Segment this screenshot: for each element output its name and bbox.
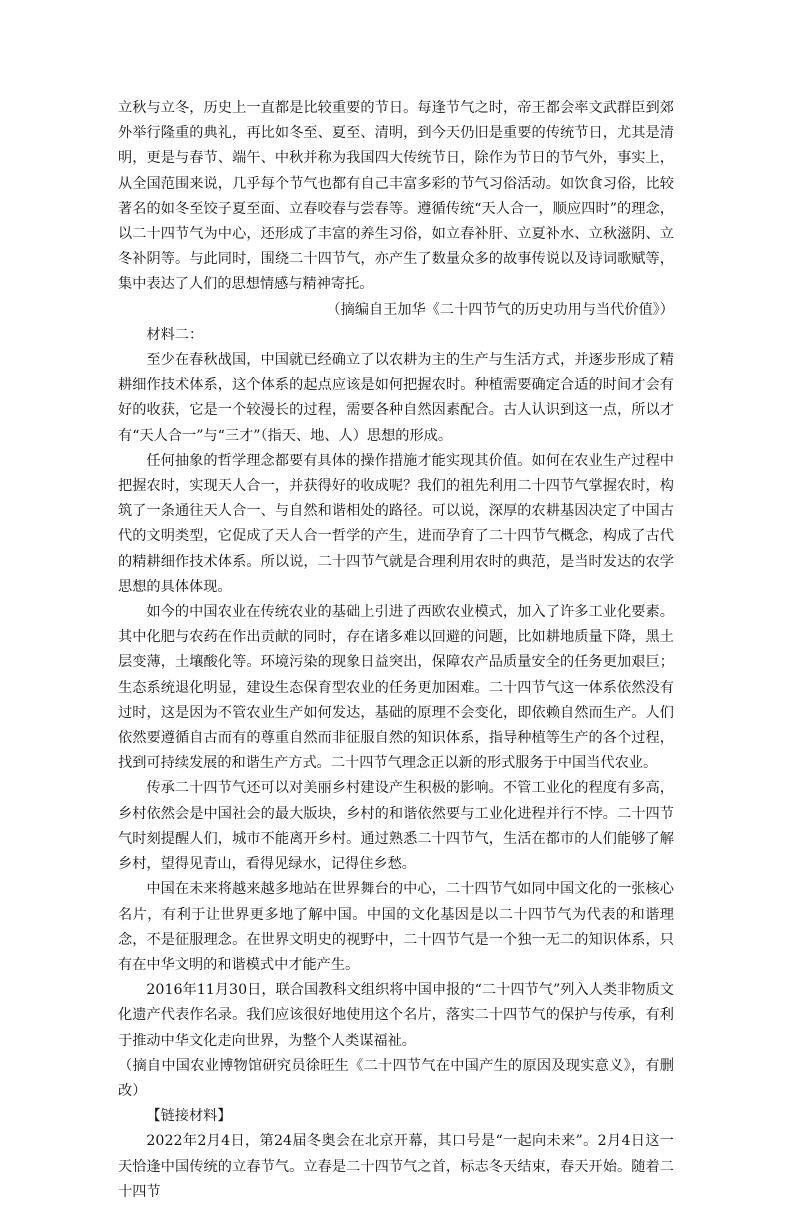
paragraph: 中国在未来将越来越多地站在世界舞台的中心，二十四节气如同中国文化的一张核心名片，有利于让世界更多地了解中国。中国的文化基因是以二十四节气为代表的和谐理念，不是征服理念。在世界文明史的视野中，二十四节气是一个独一无二的知识体系，只有在中华文明的和谐模式中才能产生。 [118,881,674,973]
paragraph: 如今的中国农业在传统农业的基础上引进了西欧农业模式，加入了许多工业化要素。其中化肥与农药在作出贡献的同时，存在诸多难以回避的问题，比如耕地质量下降，黑土层变薄，土壤酸化等。环境污染的现象日益突出，保障农产品质量安全的任务更加艰巨；生态系统退化明显，建设生态保育型农业的任务更加困难。二十四节气这一体系依然没有过时，这是因为不管农业生产如何发达，基础的原理不会变化，即依赖自然而生产。人们依然要遵循自古而有的尊重自然而非征服自然的知识体系，指导种植等生产的各个过程，找到可持续发展的和谐生产方式。二十四节气理念正以新的形式服务于中国当代农业。 [118,604,674,772]
paragraph: 2016年11月30日，联合国教科文组织将中国申报的“二十四节气”列入人类非物质文化遗产代表作名录。我们应该很好地使用这个名片，落实二十四节气的保护与传承，有利于推动中华文化走向世界，为整个人类谋福祉。 [118,982,674,1049]
document-body [118,96,674,1205]
source-citation-2: （摘自中国农业博物馆研究员徐旺生《二十四节气在中国产生的原因及现实意义》，有删改） [118,1057,674,1099]
source-citation-1: （摘编自王加华《二十四节气的历史功用与当代价值》） [326,301,674,318]
paragraph: 传承二十四节气还可以对美丽乡村建设产生积极的影响。不管工业化的程度有多高，乡村依然会是中国社会的最大版块，乡村的和谐依然要与工业化进程并行不悖。二十四节气时刻提醒人们，城市不能离开乡村。通过熟悉二十四节气，生活在都市的人们能够了解乡村，望得见青山，看得见绿水，记得住乡愁。 [118,780,674,873]
section-heading-link-material: 【链接材料】 [146,1108,232,1125]
section-heading-material-2: 材料二： [146,326,204,343]
paragraph: 至少在春秋战国，中国就已经确立了以农耕为主的生产与生活方式，并逐步形成了精耕细作技术体系，这个体系的起点应该是如何把握农时。种植需要确定合适的时间才会有好的收获，它是一个较漫长的过程，需要各种自然因素配合。古人认识到这一点，所以才有“天人合一”与“三才”（指天、地、人）思想的形成。 [118,352,674,444]
paragraph: 任何抽象的哲学理念都要有具体的操作措施才能实现其价值。如何在农业生产过程中把握农时，实现天人合一，并获得好的收成呢？我们的祖先利用二十四节气掌握农时，构筑了一条通往天人合一、与自然和谐相处的路径。可以说，深厚的农耕基因决定了中国古代的文明类型，它促成了天人合一哲学的产生，进而孕育了二十四节气概念，构成了古代的精耕细作技术体系。所以说，二十四节气就是合理利用农时的典范，是当时发达的农学思想的具体体现。 [118,452,674,595]
paragraph-continued: 立秋与立冬，历史上一直都是比较重要的节日。每逢节气之时，帝王都会率文武群臣到郊外举行隆重的典礼，再比如冬至、夏至、清明，到今天仍旧是重要的传统节日，尤其是清明，更是与春节、端午、中秋并称为我国四大传统节日，除作为节日的节气外，事实上，从全国范围来说，几乎每个节气也都有自己丰富多彩的节气习俗活动。如饮食习俗，比较著名的如冬至饺子夏至面、立春咬春与尝春等。遵循传统“天人合一，顺应四时”的理念，以二十四节气为中心，还形成了丰富的养生习俗，如立春补肝、立夏补水、立秋滋阴、立冬补阴等。与此同时，围绕二十四节气，亦产生了数量众多的故事传说以及诗词歌赋等，集中表达了人们的思想情感与精神寄托。 [118,100,674,293]
paragraph: 2022年2月4日，第24届冬奥会在北京开幕，其口号是“一起向未来”。2月4日这一天恰逢中国传统的立春节气。立春是二十四节气之首，标志冬天结束，春天开始。随着二十四节 [118,1133,674,1200]
